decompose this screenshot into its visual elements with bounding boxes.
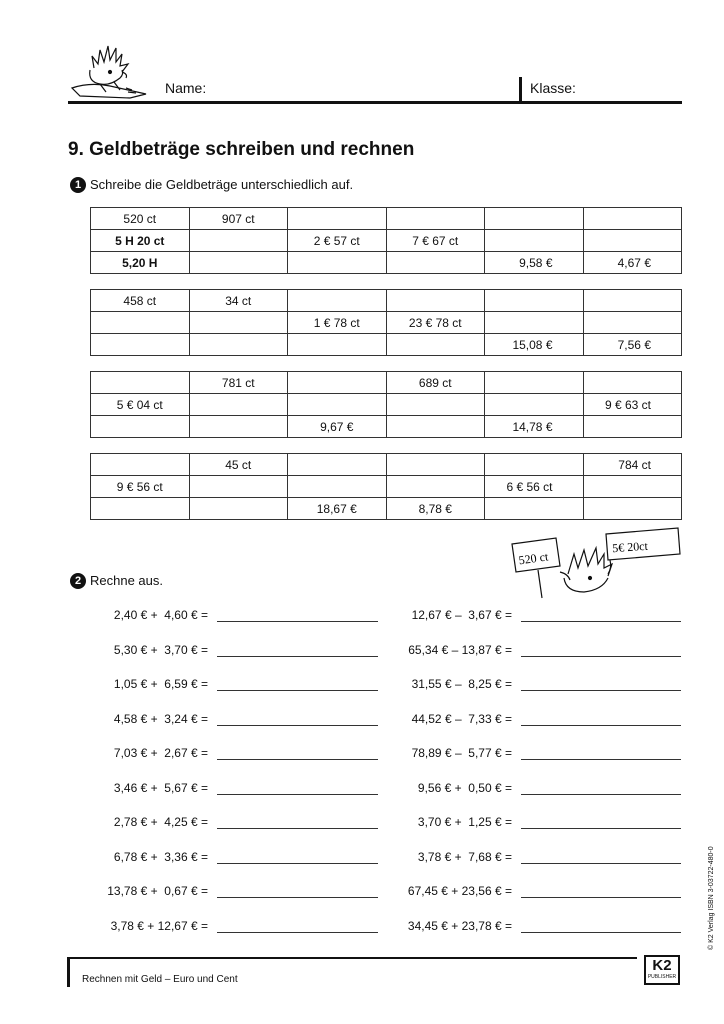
table-cell: 5 € 04 ct [91,394,190,416]
calculation-row [0,815,724,835]
table-cell [91,334,190,356]
task-2-instruction: Rechne aus. [90,573,163,588]
calculation-expression: 13,78 € + 0,67 € = [107,884,208,898]
publisher-logo-sub: PUBLISHER [647,974,677,980]
publisher-logo-main: K2 [652,957,672,974]
calculation-expression: 2,78 € + 4,25 € = [113,815,208,829]
table-cell [583,476,682,498]
calculation-expression: 78,89 € – 5,77 € = [411,746,512,760]
sign-right-text: 5€ 20ct [611,538,649,556]
table-cell [583,498,682,520]
table-cell [386,290,485,312]
table-cell: 689 ct [386,372,485,394]
footer-rule [67,957,637,959]
table-cell [91,312,190,334]
calculation-row [0,884,724,904]
table-cell [91,416,190,438]
table-cell [485,230,584,252]
calculation-expression: 7,03 € + 2,67 € = [113,746,208,760]
answer-line[interactable] [521,621,681,622]
table-cell [288,208,387,230]
table-cell: 9,67 € [288,416,387,438]
calculation-expression: 31,55 € – 8,25 € = [411,677,512,691]
table-cell [583,416,682,438]
table-row [91,498,682,520]
table-row [91,252,682,274]
table-cell [583,208,682,230]
table-cell [288,372,387,394]
table-cell [485,312,584,334]
task-2-number: 2 [70,573,86,589]
calculation-expression: 9,56 € + 0,50 € = [417,780,512,795]
table-cell: 1 € 78 ct [288,312,387,334]
table-cell: 5,20 H [91,252,190,274]
table-cell [91,454,190,476]
money-table-4 [90,453,682,520]
table-row [91,230,682,252]
calculation-row [0,746,724,766]
table-cell [91,372,190,394]
table-cell [386,208,485,230]
calculation-expression: 67,45 € + 23,56 € = [407,884,512,898]
calculation-expression: 34,45 € + 23,78 € = [407,918,512,933]
table-cell [386,476,485,498]
table-row [91,416,682,438]
table-cell: 458 ct [91,290,190,312]
calculation-expression: 5,30 € + 3,70 € = [113,642,208,657]
table-cell [288,334,387,356]
table-cell: 7,56 € [583,334,682,356]
table-cell [583,290,682,312]
answer-line[interactable] [521,725,681,726]
calculation-expression: 3,70 € + 1,25 € = [417,815,512,829]
table-cell [386,454,485,476]
table-cell [386,416,485,438]
copyright-text: © K2 Verlag ISBN 3-03722-480-0 [708,846,715,950]
table-cell: 9,58 € [485,252,584,274]
table-cell [485,290,584,312]
table-cell: 18,67 € [288,498,387,520]
header-rule [68,101,682,104]
table-cell [485,498,584,520]
table-cell: 520 ct [91,208,190,230]
table-cell [288,290,387,312]
calculation-expression: 4,58 € + 3,24 € = [113,711,208,726]
table-cell [189,476,288,498]
calculation-expression: 1,05 € + 6,59 € = [113,677,208,691]
table-cell [386,394,485,416]
table-row [91,454,682,476]
answer-line[interactable] [521,828,681,829]
class-label: Klasse: [530,80,576,96]
hedgehog-writing-illustration [70,38,150,100]
calculation-row [0,919,724,939]
money-table-1 [90,207,682,274]
table-row [91,290,682,312]
table-cell [189,416,288,438]
calculation-expression: 3,78 € + 12,67 € = [110,918,208,933]
name-label: Name: [165,80,207,96]
table-cell [485,208,584,230]
calculation-row [0,712,724,732]
calculation-expression: 44,52 € – 7,33 € = [411,711,512,726]
table-cell: 5 H 20 ct [91,230,190,252]
calculation-expression: 2,40 € + 4,60 € = [113,608,208,622]
table-row [91,372,682,394]
table-cell: 4,67 € [583,252,682,274]
table-cell: 34 ct [189,290,288,312]
answer-line[interactable] [521,794,681,795]
table-cell: 14,78 € [485,416,584,438]
sign-left-text: 520 ct [517,549,550,568]
money-table-3 [90,371,682,438]
table-cell [386,334,485,356]
answer-line[interactable] [521,897,681,898]
table-cell [189,334,288,356]
page-title: 9. Geldbeträge schreiben und rechnen [68,139,415,160]
table-cell [583,372,682,394]
answer-line[interactable] [521,863,681,864]
table-cell [189,230,288,252]
calculation-row [0,850,724,870]
calculation-expression: 3,46 € + 5,67 € = [113,780,208,795]
answer-line[interactable] [521,932,681,933]
calculation-row [0,643,724,663]
table-cell: 9 € 56 ct [91,476,190,498]
table-cell: 9 € 63 ct [583,394,682,416]
table-cell: 8,78 € [386,498,485,520]
table-cell [288,454,387,476]
table-cell: 7 € 67 ct [386,230,485,252]
publisher-logo [644,955,680,985]
table-cell: 907 ct [189,208,288,230]
table-cell [189,312,288,334]
table-cell: 15,08 € [485,334,584,356]
calculation-row [0,608,724,628]
answer-line[interactable] [521,656,681,657]
answer-line[interactable] [521,759,681,760]
table-cell [189,394,288,416]
table-row [91,208,682,230]
hedgehog-with-signs-illustration [508,524,686,600]
table-row [91,394,682,416]
money-table-2 [90,289,682,356]
table-cell [583,312,682,334]
footer-text: Rechnen mit Geld – Euro und Cent [82,974,238,985]
calculation-expression: 3,78 € + 7,68 € = [417,849,512,864]
table-cell: 45 ct [189,454,288,476]
table-cell: 6 € 56 ct [485,476,584,498]
calculation-expression: 6,78 € + 3,36 € = [113,849,208,864]
table-row [91,334,682,356]
table-cell [485,454,584,476]
calculation-expression: 65,34 € – 13,87 € = [408,642,512,657]
task-1-instruction: Schreibe die Geldbeträge unterschiedlich auf. [90,177,354,192]
table-cell [288,476,387,498]
table-cell: 781 ct [189,372,288,394]
table-row [91,476,682,498]
footer-bar [67,957,70,987]
class-divider [519,77,522,102]
calculation-expression: 12,67 € – 3,67 € = [411,608,512,622]
table-cell [91,498,190,520]
table-cell [189,252,288,274]
table-cell [288,252,387,274]
table-cell [288,394,387,416]
table-cell [583,230,682,252]
table-cell [485,394,584,416]
table-cell [485,372,584,394]
calculation-row [0,677,724,697]
table-cell [386,252,485,274]
answer-line[interactable] [521,690,681,691]
table-cell [189,498,288,520]
calculation-row [0,781,724,801]
table-cell: 784 ct [583,454,682,476]
task-1-number: 1 [70,177,86,193]
table-cell: 23 € 78 ct [386,312,485,334]
table-row [91,312,682,334]
table-cell: 2 € 57 ct [288,230,387,252]
